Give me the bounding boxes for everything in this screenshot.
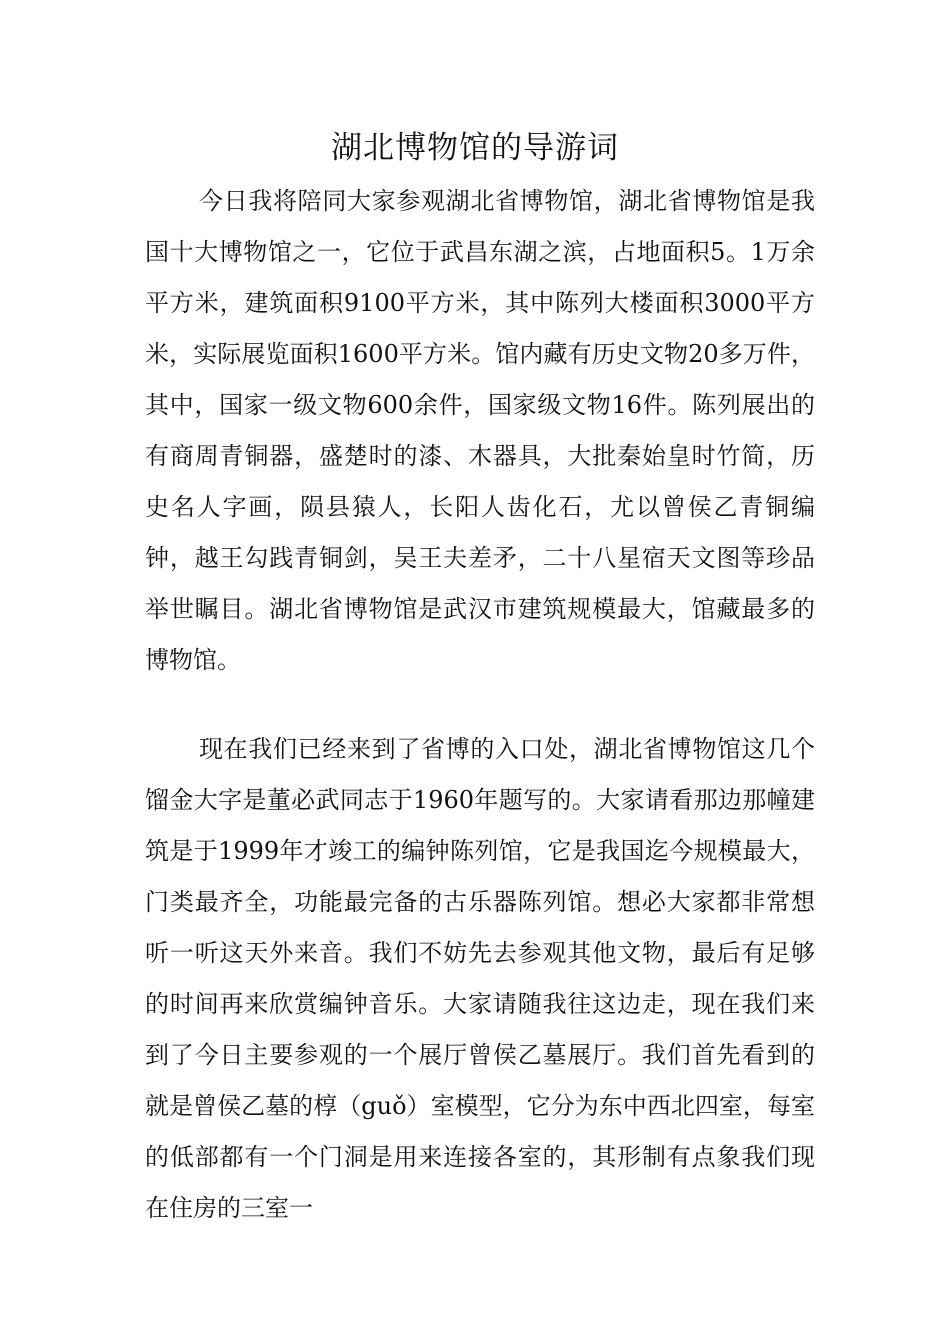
paragraph-introduction: 今日我将陪同大家参观湖北省博物馆，湖北省博物馆是我国十大博物馆之一，它位于武昌东湖之滨，占地面积5。1万余平方米，建筑面积9100平方米，其中陈列大楼面积3000平方米，实际展览面积1600平方米。馆内藏有历史文物20多万件，其中，国家一级文物600余件，国家级文物16件。陈列展出的有商周青铜器，盛楚时的漆、木器具，大批秦始皇时竹简，历史名人字画，陨县猿人，长阳人齿化石，尤以曾侯乙青铜编钟，越王勾践青铜剑，吴王夫差矛，二十八星宿天文图等珍品举世瞩目。湖北省博物馆是武汉市建筑规模最大，馆藏最多的博物馆。 [145, 187, 815, 674]
paragraph-entrance: 现在我们已经来到了省博的入口处，湖北省博物馆这几个馏金大字是董必武同志于1960年题写的。大家请看那边那幢建筑是于1999年才竣工的编钟陈列馆，它是我国迄今规模最大，门类最齐全，功能最完备的古乐器陈列馆。想必大家都非常想听一听这天外来音。我们不妨先去参观其他文物，最后有足够的时间再来欣赏编钟音乐。大家请随我往这边走，现在我们来到了今日主要参观的一个展厅曾侯乙墓展厅。我们首先看到的就是曾侯乙墓的椁（guǒ）室模型，它分为东中西北四室，每室的低部都有一个门洞是用来连接各室的，其形制有点象我们现在住房的三室一 [145, 735, 815, 1222]
document-title: 湖北博物馆的导游词 [331, 130, 619, 166]
